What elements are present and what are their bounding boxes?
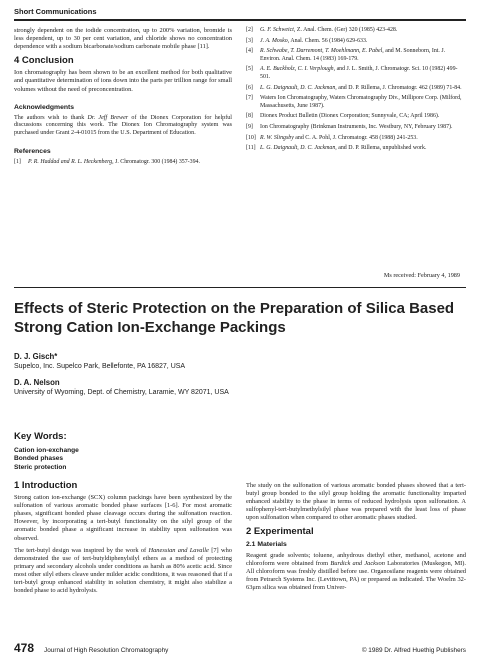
heading-conclusion: 4 Conclusion — [14, 55, 74, 67]
copyright: © 1989 Dr. Alfred Huethig Publishers — [361, 647, 466, 654]
author-block-2 — [14, 378, 229, 397]
paragraph: The study on the sulfonation of various aromatic bonded phases showed that a tert-butyl group bonded to the silyl group holding the aromatic functionality imparted enhanced stability to the phase in terms of reduced hydrolysis upon sulfonation. A sulfophenyl-tert-butylmethylsilyl phase was prepared with the least loss of phase upon sulfonation when compared to other aromatic phases studied. — [246, 482, 466, 522]
reference-item: [1] P. R. Haddad and R. L. Heckenberg, J. Chromatogr. 300 (1984) 357-394. — [14, 158, 200, 165]
keyword: Steric protection — [14, 463, 67, 471]
reference-item: [7] Waters Ion Chromatography, Waters Chromatography Div., Millipore Corp. (Milford, Massachusetts, June 1987). — [246, 95, 462, 109]
reference-item: [8] Dionex Product Bulletin (Dionex Corporation; Sunnyvale, CA; April 1986). — [246, 113, 440, 120]
author-affiliation: Supelco, Inc. Supelco Park, Bellefonte, PA 16827, USA — [14, 362, 186, 370]
paragraph: Reagent grade solvents; toluene, anhydrous diethyl ether, methanol, acetone and chloroform were obtained from Burdick and Jackson Laboratories (Muskegon, MI). All chloroform was freshly distilled before use. Organosilane reagents were obtained from Petrarch Systems Inc. (Levittown, PA) or prepared as indicated. The Woelm 32-63μm silica was obtained from Univer- — [246, 551, 467, 592]
keyword: Bonded phases — [14, 455, 64, 463]
paragraph: The tert-butyl design was inspired by the work of Hanessian and Lavalle [7] who demonstrated the use of tert-butyldiphenylsilyl ethers as a method of protecting primary and secondary alcohols under conditions as harsh as 80% acetic acid. Since most other silyl ethers cleave under milder acidic conditions, it was reasoned that if a tert-butyl group enhanced stability in solution chemistry, it might also stabilize a bonded phase to acid hydrolysis. — [14, 546, 232, 595]
reference-item: [2] G. F. Schweict, Z. Anal. Chem. (Ger) 320 (1985) 423-428. — [246, 27, 398, 33]
reference-item: [6] L. G. Daignault, D. C. Jackman, and D. P. Rillema, J. Chromatogr. 462 (1989) 71-84. — [246, 84, 462, 91]
reference-list — [246, 27, 466, 156]
heading-references: References — [14, 147, 51, 155]
keyword: Cation ion-exchange — [14, 447, 79, 454]
author-name: D. J. Gisch* — [14, 352, 58, 361]
reference-item: [4] R. Schwabe, T. Darremont, T. Moehlmann, E. Pabel, and M. Sonneborn, Int. J. Environ. Anal. Chem. 14 (1983) 169-179. — [246, 48, 446, 62]
reference-item: [9] Ion Chromatography (Brinkman Instruments, Inc. Westbury, NY, February 1987). — [246, 123, 453, 130]
lower-left-column — [14, 482, 232, 599]
paragraph: Ion chromatography has been shown to be an excellent method for both qualitative and quantitative determination of ions down into the parts per trillion range for small volumes without the need of preconcentration. — [14, 69, 232, 93]
author-affiliation: University of Wyoming, Dept. of Chemistry, Laramie, WY 82071, USA — [14, 388, 229, 396]
keywords-list — [14, 447, 79, 472]
lower-right-column — [246, 482, 466, 596]
received-date: Ms received: February 4, 1989 — [383, 272, 460, 279]
journal-name: Journal of High Resolution Chromatography — [44, 647, 169, 654]
acknowledgment-text: The authors wish to thank Dr. Jeff Brewer of the Dionex Corporation for helpful discussions concerning this work. The Dionex Ion Chromatography system was purchased under Grant 2-4-01015 from the U.S. Department of Education. — [14, 114, 232, 136]
header-rule — [14, 19, 466, 21]
heading-experimental: 2 Experimental — [246, 526, 314, 538]
paragraph: Strong cation ion-exchange (SCX) column packings have been synthesized by the sulfonation of various aromatic bonded phase surfaces [1-6]. For most aromatic phases, significant bonded phase cleavage occurs during the sulfonation reaction. However, by incorporating a tert-butyl functionality on the silyl group of the aromatic bonded phase a significant increase in stability upon sulfonation was observed. — [14, 494, 232, 542]
keywords-heading: Key Words: — [14, 431, 67, 442]
author-name: D. A. Nelson — [14, 378, 60, 387]
section-header: Short Communications — [14, 7, 97, 16]
reference-item: [5] A. E. Buckholz, C. I. Verplough, and J. L. Smith, J. Chromatogr. Sci. 10 (1982) 499-501. — [246, 66, 458, 80]
paragraph: strongly dependent on the iodide concentration, up to 200% variation, bromide is less dependent, up to 30 per cent variation, and chloride shows no concentration dependence with a sodium bicarbonate/sodium carbonate mobile phase [11]. — [14, 27, 232, 51]
reference-item: [3] J. A. Mosko, Anal. Chem. 56 (1984) 629-633. — [246, 37, 368, 44]
upper-left-column — [14, 27, 232, 169]
reference-item: [10] R. W. Slingsby and C. A. Pohl, J. Chromatogr. 458 (1988) 241-253. — [246, 134, 418, 141]
article-title: Effects of Steric Protection on the Preparation of Silica Based Strong Cation Ion-Exchange Packings — [14, 300, 455, 336]
page-footer — [14, 641, 466, 655]
author-block-1 — [14, 352, 185, 371]
reference-item: [11] L. G. Daignault, D. C. Jackman, and D. P. Rillema, unpublished work. — [246, 145, 427, 152]
article-divider — [14, 287, 466, 288]
heading-introduction: 1 Introduction — [14, 480, 78, 491]
heading-materials: 2.1 Materials — [246, 540, 287, 548]
page-number: 478 — [14, 641, 35, 655]
heading-acknowledgments: Acknowledgments — [14, 103, 75, 111]
